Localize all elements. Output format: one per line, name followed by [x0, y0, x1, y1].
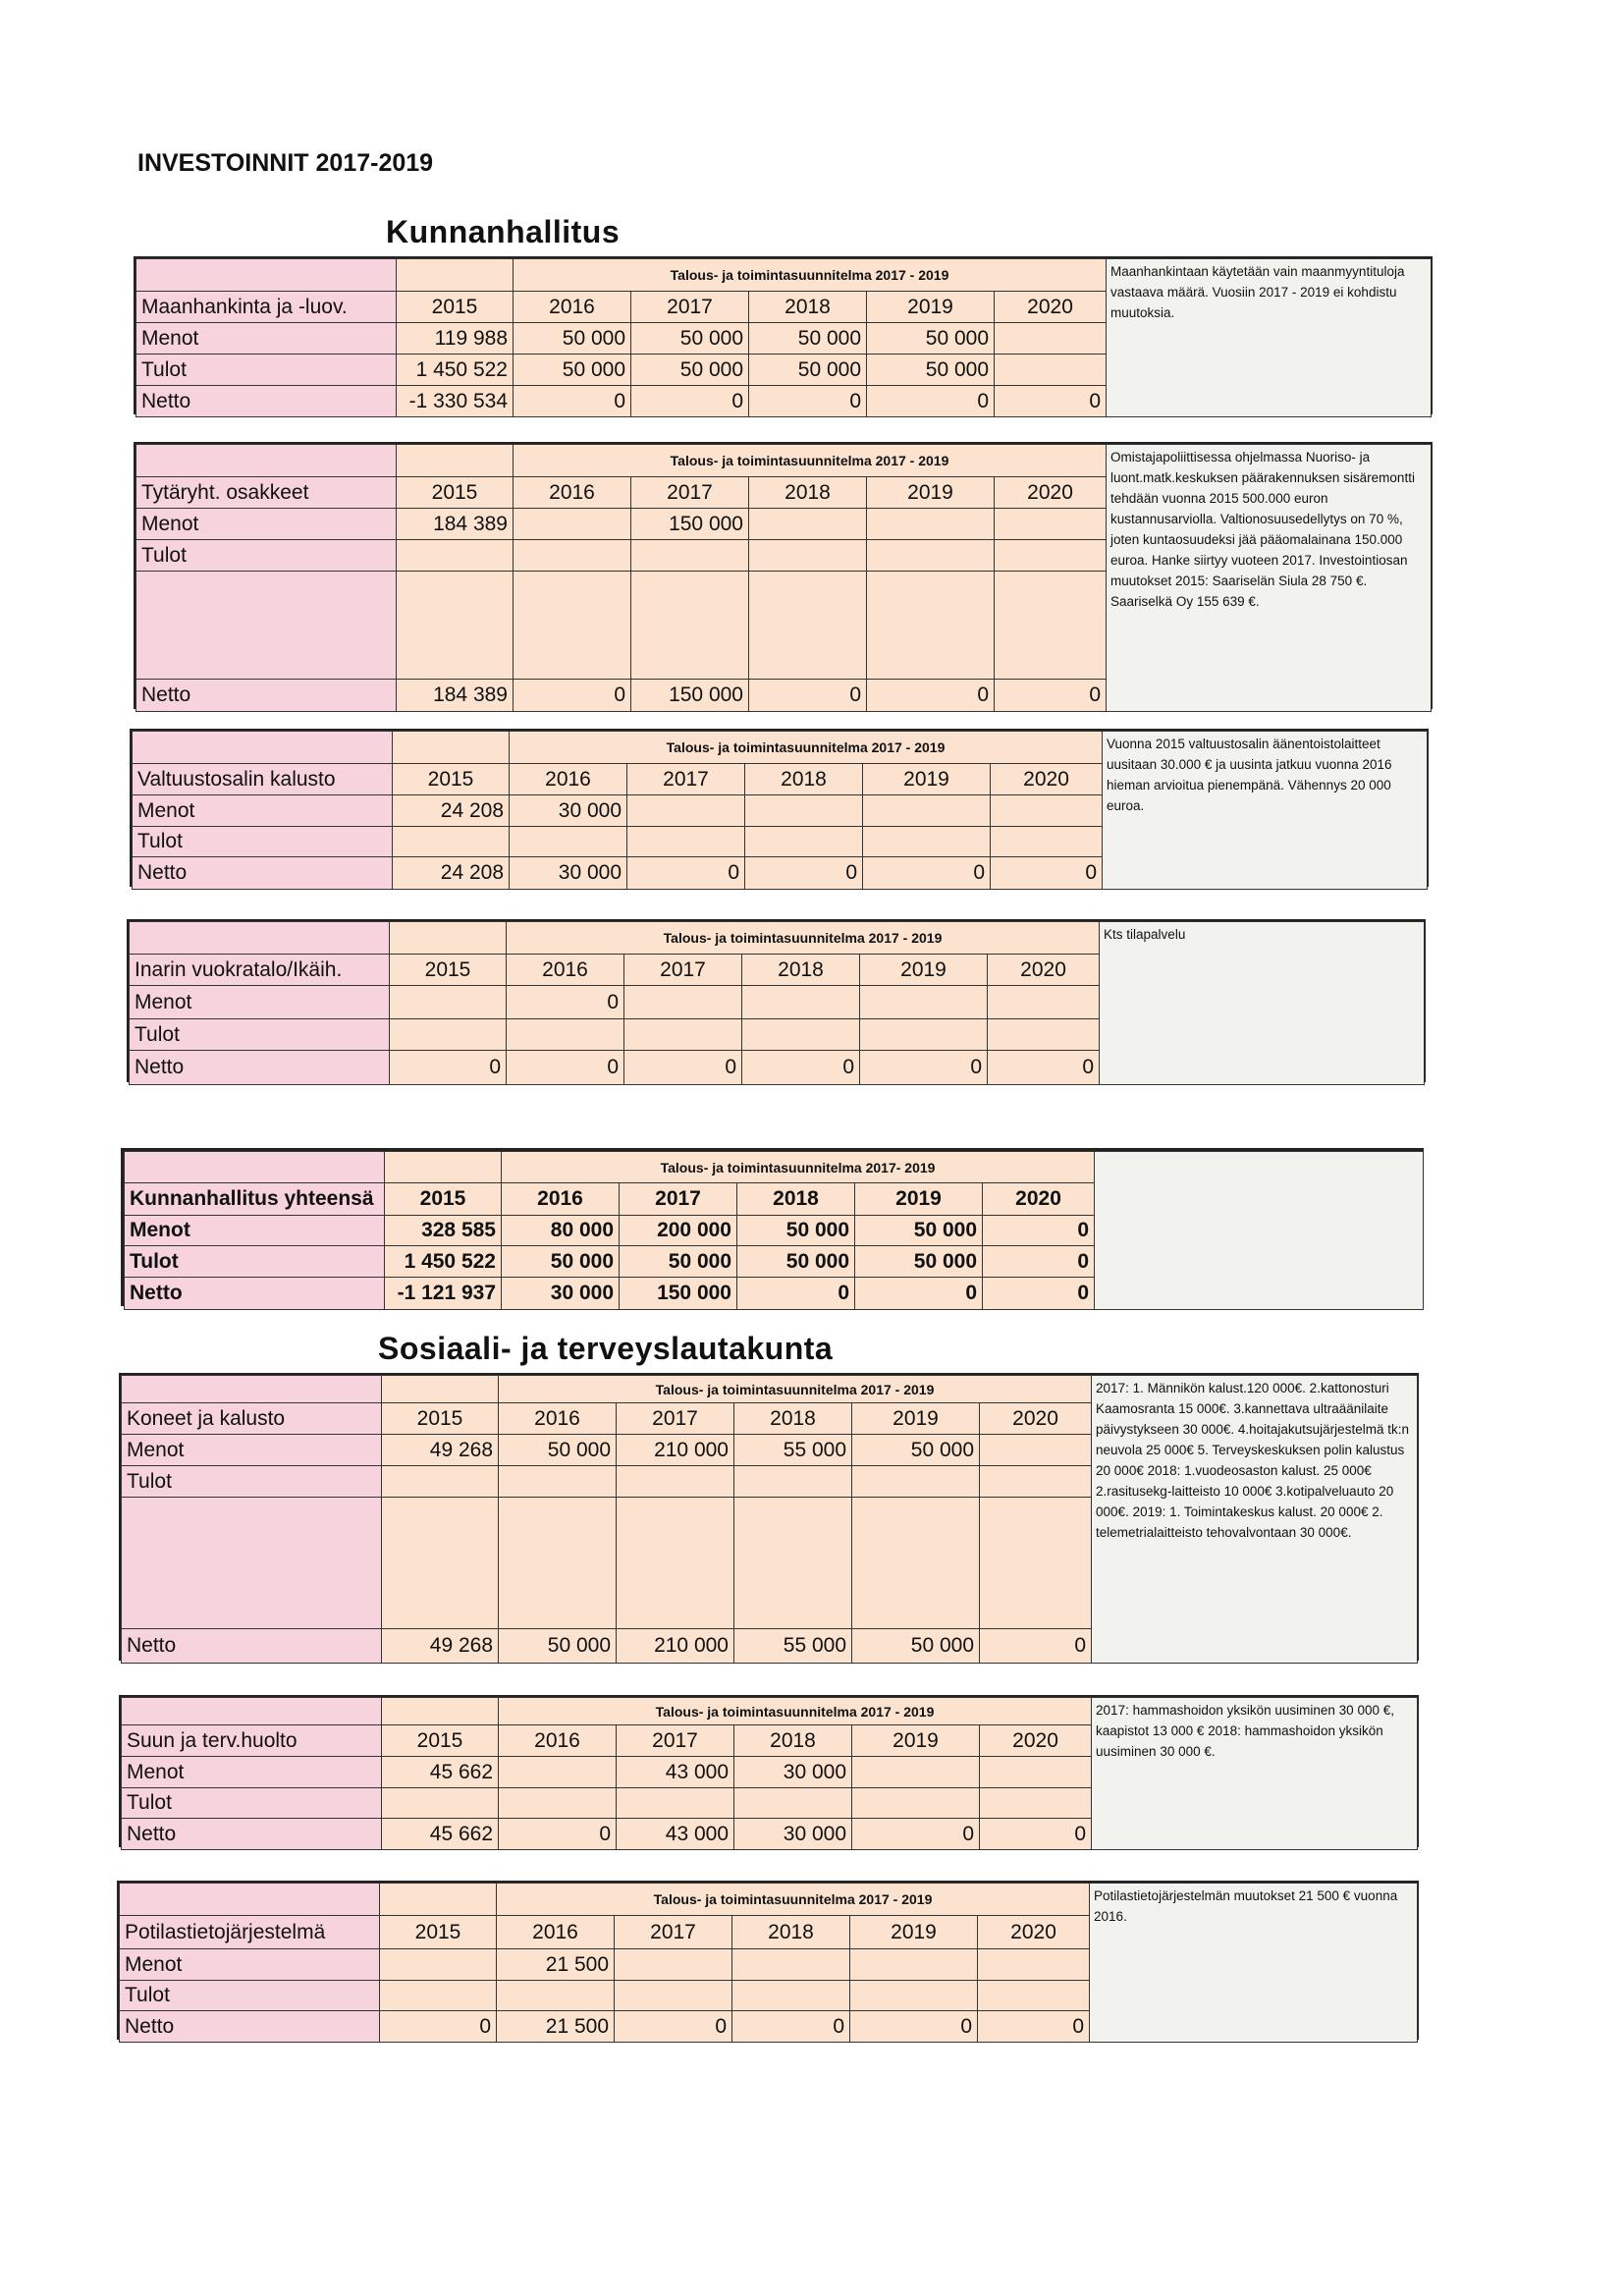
row-label: Tulot [136, 355, 397, 386]
year-cell: 2019 [860, 955, 988, 986]
year-cell: 2018 [734, 1403, 852, 1435]
value-cell: 50 000 [514, 323, 631, 355]
table-header-blank [382, 1698, 499, 1725]
row-label: Koneet ja kalusto [122, 1403, 382, 1435]
value-cell: 50 000 [502, 1246, 620, 1278]
value-cell [497, 1981, 615, 2011]
value-cell: 0 [867, 386, 995, 417]
table-header-blank [122, 1698, 382, 1725]
value-cell: 0 [855, 1278, 983, 1310]
value-cell: 0 [745, 857, 863, 890]
value-cell [978, 1981, 1090, 2011]
value-cell: 0 [615, 2011, 732, 2043]
value-cell: 21 500 [497, 2011, 615, 2043]
value-cell [860, 1019, 988, 1051]
value-cell: 0 [514, 680, 631, 712]
table-header-blank [382, 1376, 499, 1403]
value-cell [995, 355, 1107, 386]
table-header-blank [380, 1884, 497, 1916]
row-label: Netto [122, 1629, 382, 1664]
year-cell: 2018 [745, 764, 863, 795]
value-cell [380, 1981, 497, 2011]
table-header-blank [133, 732, 393, 764]
value-cell [850, 1949, 978, 1981]
row-label: Menot [136, 509, 397, 540]
value-cell: 328 585 [385, 1216, 502, 1246]
value-cell: 30 000 [502, 1278, 620, 1310]
value-cell [510, 827, 627, 857]
value-cell: 50 000 [867, 355, 995, 386]
year-cell: 2016 [507, 955, 624, 986]
year-cell: 2016 [499, 1403, 617, 1435]
value-cell: 50 000 [855, 1216, 983, 1246]
value-cell: 0 [983, 1216, 1095, 1246]
value-cell: 21 500 [497, 1949, 615, 1981]
row-label: Netto [136, 680, 397, 712]
plan-header: Talous- ja toimintasuunnitelma 2017 - 2019 [499, 1376, 1092, 1403]
value-cell [382, 1498, 499, 1629]
value-cell [617, 1788, 734, 1819]
plan-header: Talous- ja toimintasuunnitelma 2017 - 2019 [510, 732, 1103, 764]
value-cell [617, 1466, 734, 1498]
value-cell: 50 000 [749, 323, 867, 355]
year-cell: 2017 [631, 477, 749, 509]
year-cell: 2018 [749, 292, 867, 323]
section-title-sosiaali: Sosiaali- ja terveyslautakunta [378, 1331, 834, 1366]
value-cell [624, 986, 742, 1019]
value-cell [995, 323, 1107, 355]
value-cell [627, 795, 745, 827]
row-label: Tulot [122, 1466, 382, 1498]
value-cell [380, 1949, 497, 1981]
year-cell: 2018 [749, 477, 867, 509]
value-cell [627, 827, 745, 857]
value-cell [867, 540, 995, 572]
year-cell: 2018 [732, 1916, 850, 1949]
value-cell: 50 000 [620, 1246, 737, 1278]
year-cell: 2017 [627, 764, 745, 795]
year-cell: 2016 [499, 1725, 617, 1757]
row-label: Netto [125, 1278, 385, 1310]
section-title-kunnanhallitus: Kunnanhallitus [386, 214, 621, 249]
year-cell: 2016 [514, 477, 631, 509]
value-cell: 0 [390, 1051, 507, 1085]
value-cell: 0 [732, 2011, 850, 2043]
value-cell [988, 986, 1100, 1019]
year-cell: 2015 [385, 1183, 502, 1216]
value-cell: 43 000 [617, 1819, 734, 1850]
value-cell [615, 1949, 732, 1981]
year-cell: 2019 [867, 292, 995, 323]
year-cell: 2015 [393, 764, 510, 795]
plan-header: Talous- ja toimintasuunnitelma 2017 - 2019 [514, 445, 1107, 477]
row-label: Tytäryht. osakkeet [136, 477, 397, 509]
value-cell: 0 [737, 1278, 855, 1310]
value-cell: 200 000 [620, 1216, 737, 1246]
value-cell [867, 509, 995, 540]
value-cell [991, 827, 1103, 857]
value-cell [852, 1466, 980, 1498]
table-header-blank [397, 259, 514, 292]
plan-header: Talous- ja toimintasuunnitelma 2017 - 2019 [507, 922, 1100, 955]
value-cell [393, 827, 510, 857]
value-cell [852, 1498, 980, 1629]
value-cell [617, 1498, 734, 1629]
plan-header: Talous- ja toimintasuunnitelma 2017 - 2019 [497, 1884, 1090, 1916]
value-cell [749, 572, 867, 680]
table-header-blank [136, 445, 397, 477]
row-label: Menot [125, 1216, 385, 1246]
plan-header: Talous- ja toimintasuunnitelma 2017 - 2019 [499, 1698, 1092, 1725]
year-cell: 2020 [983, 1183, 1095, 1216]
value-cell: 49 268 [382, 1629, 499, 1664]
value-cell: 0 [507, 1051, 624, 1085]
value-cell: 0 [863, 857, 991, 890]
value-cell: 0 [980, 1629, 1092, 1664]
table-note: Kts tilapalvelu [1100, 922, 1425, 1085]
year-cell: 2016 [514, 292, 631, 323]
table-tytaryht [134, 442, 1433, 709]
table-note [1095, 1152, 1424, 1310]
value-cell [745, 827, 863, 857]
year-cell: 2016 [502, 1183, 620, 1216]
value-cell: 50 000 [631, 355, 749, 386]
value-cell: 210 000 [617, 1435, 734, 1466]
year-cell: 2020 [995, 292, 1107, 323]
value-cell: 1 450 522 [385, 1246, 502, 1278]
value-cell [507, 1019, 624, 1051]
row-label: Netto [133, 857, 393, 890]
value-cell [749, 509, 867, 540]
value-cell: 0 [852, 1819, 980, 1850]
value-cell: 0 [860, 1051, 988, 1085]
table-note: Omistajapoliittisessa ohjelmassa Nuoriso- ja luont.matk.keskuksen päärakennuksen sisäremontti tehdään vuonna 2015 500.000 euron kustannusarviolla. Valtionosuusedellytys on 70 %, joten kuntaosuudeksi jää pääomalainana 150.000 euroa. Hanke siirtyy vuoteen 2017. Investointiosan muutokset 2015: Saariselän Siula 28 750 €. Saariselkä Oy 155 639 €. [1107, 445, 1432, 712]
value-cell: -1 121 937 [385, 1278, 502, 1310]
year-cell: 2015 [380, 1916, 497, 1949]
value-cell [397, 572, 514, 680]
row-label: Netto [130, 1051, 390, 1085]
value-cell [499, 1498, 617, 1629]
value-cell [514, 509, 631, 540]
value-cell: 45 662 [382, 1757, 499, 1788]
table-note: Vuonna 2015 valtuustosalin äänentoistolaitteet uusitaan 30.000 € ja uusinta jatkuu vuonna 2016 hieman arvioitua pienempänä. Vähennys 20 000 euroa. [1103, 732, 1428, 890]
row-label: Inarin vuokratalo/Ikäih. [130, 955, 390, 986]
value-cell: 24 208 [393, 857, 510, 890]
value-cell [860, 986, 988, 1019]
year-cell: 2018 [742, 955, 860, 986]
table-note: 2017: hammashoidon yksikön uusiminen 30 000 €, kaapistot 13 000 € 2018: hammashoidon yksikön uusiminen 30 000 €. [1092, 1698, 1418, 1850]
value-cell: 50 000 [852, 1629, 980, 1664]
value-cell: 1 450 522 [397, 355, 514, 386]
value-cell [732, 1949, 850, 1981]
value-cell [745, 795, 863, 827]
value-cell [734, 1466, 852, 1498]
year-cell: 2019 [863, 764, 991, 795]
year-cell: 2019 [852, 1725, 980, 1757]
value-cell: 150 000 [620, 1278, 737, 1310]
table-suun [119, 1695, 1419, 1847]
row-label: Tulot [120, 1981, 380, 2011]
value-cell [867, 572, 995, 680]
value-cell [742, 986, 860, 1019]
year-cell: 2019 [867, 477, 995, 509]
value-cell: 0 [995, 680, 1107, 712]
value-cell [382, 1788, 499, 1819]
value-cell [863, 795, 991, 827]
value-cell: 24 208 [393, 795, 510, 827]
value-cell [734, 1788, 852, 1819]
value-cell [980, 1435, 1092, 1466]
value-cell: 0 [624, 1051, 742, 1085]
year-cell: 2020 [991, 764, 1103, 795]
table-header-blank [385, 1152, 502, 1183]
year-cell: 2018 [737, 1183, 855, 1216]
row-label: Netto [122, 1819, 382, 1850]
value-cell: 50 000 [631, 323, 749, 355]
value-cell [382, 1466, 499, 1498]
year-cell: 2016 [510, 764, 627, 795]
value-cell [980, 1466, 1092, 1498]
year-cell: 2015 [397, 477, 514, 509]
table-koneet [119, 1373, 1419, 1661]
value-cell: 50 000 [867, 323, 995, 355]
value-cell: 184 389 [397, 680, 514, 712]
value-cell [980, 1788, 1092, 1819]
year-cell: 2020 [980, 1725, 1092, 1757]
value-cell: 50 000 [514, 355, 631, 386]
value-cell: 55 000 [734, 1435, 852, 1466]
table-vuokratalo [127, 919, 1426, 1082]
value-cell: 0 [749, 680, 867, 712]
value-cell: 30 000 [734, 1757, 852, 1788]
value-cell: 50 000 [749, 355, 867, 386]
value-cell [631, 540, 749, 572]
value-cell: 45 662 [382, 1819, 499, 1850]
value-cell: 0 [749, 386, 867, 417]
table-header-blank [136, 259, 397, 292]
row-label: Menot [122, 1435, 382, 1466]
value-cell: 150 000 [631, 509, 749, 540]
row-label: Menot [122, 1757, 382, 1788]
value-cell [390, 986, 507, 1019]
value-cell [390, 1019, 507, 1051]
value-cell: 50 000 [499, 1435, 617, 1466]
value-cell: 50 000 [737, 1246, 855, 1278]
value-cell: 80 000 [502, 1216, 620, 1246]
row-label: Tulot [136, 540, 397, 572]
year-cell: 2017 [615, 1916, 732, 1949]
value-cell [850, 1981, 978, 2011]
value-cell: 50 000 [499, 1629, 617, 1664]
table-header-blank [120, 1884, 380, 1916]
row-label: Tulot [122, 1788, 382, 1819]
value-cell: 0 [380, 2011, 497, 2043]
value-cell [980, 1498, 1092, 1629]
row-label: Kunnanhallitus yhteensä [125, 1183, 385, 1216]
value-cell [980, 1757, 1092, 1788]
value-cell: 0 [867, 680, 995, 712]
plan-header: Talous- ja toimintasuunnitelma 2017 - 2019 [514, 259, 1107, 292]
value-cell: 43 000 [617, 1757, 734, 1788]
value-cell: 50 000 [737, 1216, 855, 1246]
value-cell [852, 1757, 980, 1788]
value-cell: -1 330 534 [397, 386, 514, 417]
value-cell: 49 268 [382, 1435, 499, 1466]
value-cell: 119 988 [397, 323, 514, 355]
row-label: Netto [136, 386, 397, 417]
row-label: Menot [133, 795, 393, 827]
value-cell [397, 540, 514, 572]
table-header-blank [125, 1152, 385, 1183]
value-cell [499, 1788, 617, 1819]
value-cell [631, 572, 749, 680]
row-label: Tulot [133, 827, 393, 857]
value-cell: 55 000 [734, 1629, 852, 1664]
year-cell: 2020 [980, 1403, 1092, 1435]
plan-header: Talous- ja toimintasuunnitelma 2017- 2019 [502, 1152, 1095, 1183]
value-cell: 50 000 [855, 1246, 983, 1278]
row-label: Suun ja terv.huolto [122, 1725, 382, 1757]
table-potilas [117, 1881, 1419, 2040]
table-note: Potilastietojärjestelmän muutokset 21 500 € vuonna 2016. [1090, 1884, 1418, 2043]
value-cell [499, 1757, 617, 1788]
year-cell: 2015 [397, 292, 514, 323]
year-cell: 2019 [852, 1403, 980, 1435]
table-header-blank [130, 922, 390, 955]
value-cell [742, 1019, 860, 1051]
year-cell: 2017 [620, 1183, 737, 1216]
value-cell: 30 000 [510, 795, 627, 827]
row-label: Potilastietojärjestelmä [120, 1916, 380, 1949]
value-cell [732, 1981, 850, 2011]
year-cell: 2015 [382, 1725, 499, 1757]
value-cell: 150 000 [631, 680, 749, 712]
value-cell: 0 [980, 1819, 1092, 1850]
value-cell [995, 572, 1107, 680]
row-label: Maanhankinta ja -luov. [136, 292, 397, 323]
table-yhteensa [121, 1148, 1424, 1306]
value-cell [749, 540, 867, 572]
year-cell: 2017 [617, 1403, 734, 1435]
year-cell: 2017 [624, 955, 742, 986]
value-cell [863, 827, 991, 857]
table-header-blank [122, 1376, 382, 1403]
value-cell [734, 1498, 852, 1629]
page-title: INVESTOINNIT 2017-2019 [137, 149, 434, 177]
value-cell: 0 [988, 1051, 1100, 1085]
value-cell: 0 [991, 857, 1103, 890]
value-cell: 0 [507, 986, 624, 1019]
year-cell: 2017 [631, 292, 749, 323]
value-cell [995, 540, 1107, 572]
year-cell: 2015 [382, 1403, 499, 1435]
table-maanhankinta [134, 256, 1433, 414]
row-label: Menot [130, 986, 390, 1019]
table-valtuustosali [130, 729, 1429, 887]
year-cell: 2017 [617, 1725, 734, 1757]
year-cell: 2020 [988, 955, 1100, 986]
year-cell: 2019 [855, 1183, 983, 1216]
table-header-blank [397, 445, 514, 477]
row-label: Tulot [130, 1019, 390, 1051]
value-cell: 0 [995, 386, 1107, 417]
value-cell: 0 [514, 386, 631, 417]
year-cell: 2020 [978, 1916, 1090, 1949]
row-label: Tulot [125, 1246, 385, 1278]
year-cell: 2016 [497, 1916, 615, 1949]
value-cell: 0 [627, 857, 745, 890]
table-note: Maanhankintaan käytetään vain maanmyyntituloja vastaava määrä. Vuosiin 2017 - 2019 ei kohdistu muutoksia. [1107, 259, 1432, 417]
value-cell [995, 509, 1107, 540]
table-header-blank [390, 922, 507, 955]
value-cell: 50 000 [852, 1435, 980, 1466]
row-label: Netto [120, 2011, 380, 2043]
value-cell [514, 540, 631, 572]
year-cell: 2019 [850, 1916, 978, 1949]
year-cell: 2015 [390, 955, 507, 986]
row-label: Valtuustosalin kalusto [133, 764, 393, 795]
value-cell: 0 [978, 2011, 1090, 2043]
value-cell: 30 000 [510, 857, 627, 890]
value-cell [852, 1788, 980, 1819]
value-cell [991, 795, 1103, 827]
value-cell: 184 389 [397, 509, 514, 540]
value-cell [615, 1981, 732, 2011]
row-label: Menot [136, 323, 397, 355]
value-cell: 0 [983, 1278, 1095, 1310]
value-cell: 30 000 [734, 1819, 852, 1850]
row-label: Menot [120, 1949, 380, 1981]
row-label [136, 572, 397, 680]
value-cell [988, 1019, 1100, 1051]
table-note: 2017: 1. Männikön kalust.120 000€. 2.kattonosturi Kaamosranta 15 000€. 3.kannettava ultraäänilaite päivystykseen 30 000€. 4.hoitajakutsujärjestelmä tk:n neuvola 25 000€ 5. Terveyskeskuksen polin kalustus 20 000€ 2018: 1.vuodeosaston kalust. 25 000€ 2.rasitusekg-laitteisto 10 000€ 3.kotipalveluauto 20 000€. 2019: 1. Toimintakeskus kalust. 20 000€ 2. telemetrialaitteisto tehovalvontaan 30 000€. [1092, 1376, 1418, 1664]
value-cell: 0 [631, 386, 749, 417]
value-cell: 0 [742, 1051, 860, 1085]
value-cell: 0 [850, 2011, 978, 2043]
year-cell: 2018 [734, 1725, 852, 1757]
value-cell: 0 [499, 1819, 617, 1850]
value-cell [499, 1466, 617, 1498]
value-cell [624, 1019, 742, 1051]
value-cell: 0 [983, 1246, 1095, 1278]
value-cell [978, 1949, 1090, 1981]
year-cell: 2020 [995, 477, 1107, 509]
row-label [122, 1498, 382, 1629]
table-header-blank [393, 732, 510, 764]
value-cell [514, 572, 631, 680]
value-cell: 210 000 [617, 1629, 734, 1664]
